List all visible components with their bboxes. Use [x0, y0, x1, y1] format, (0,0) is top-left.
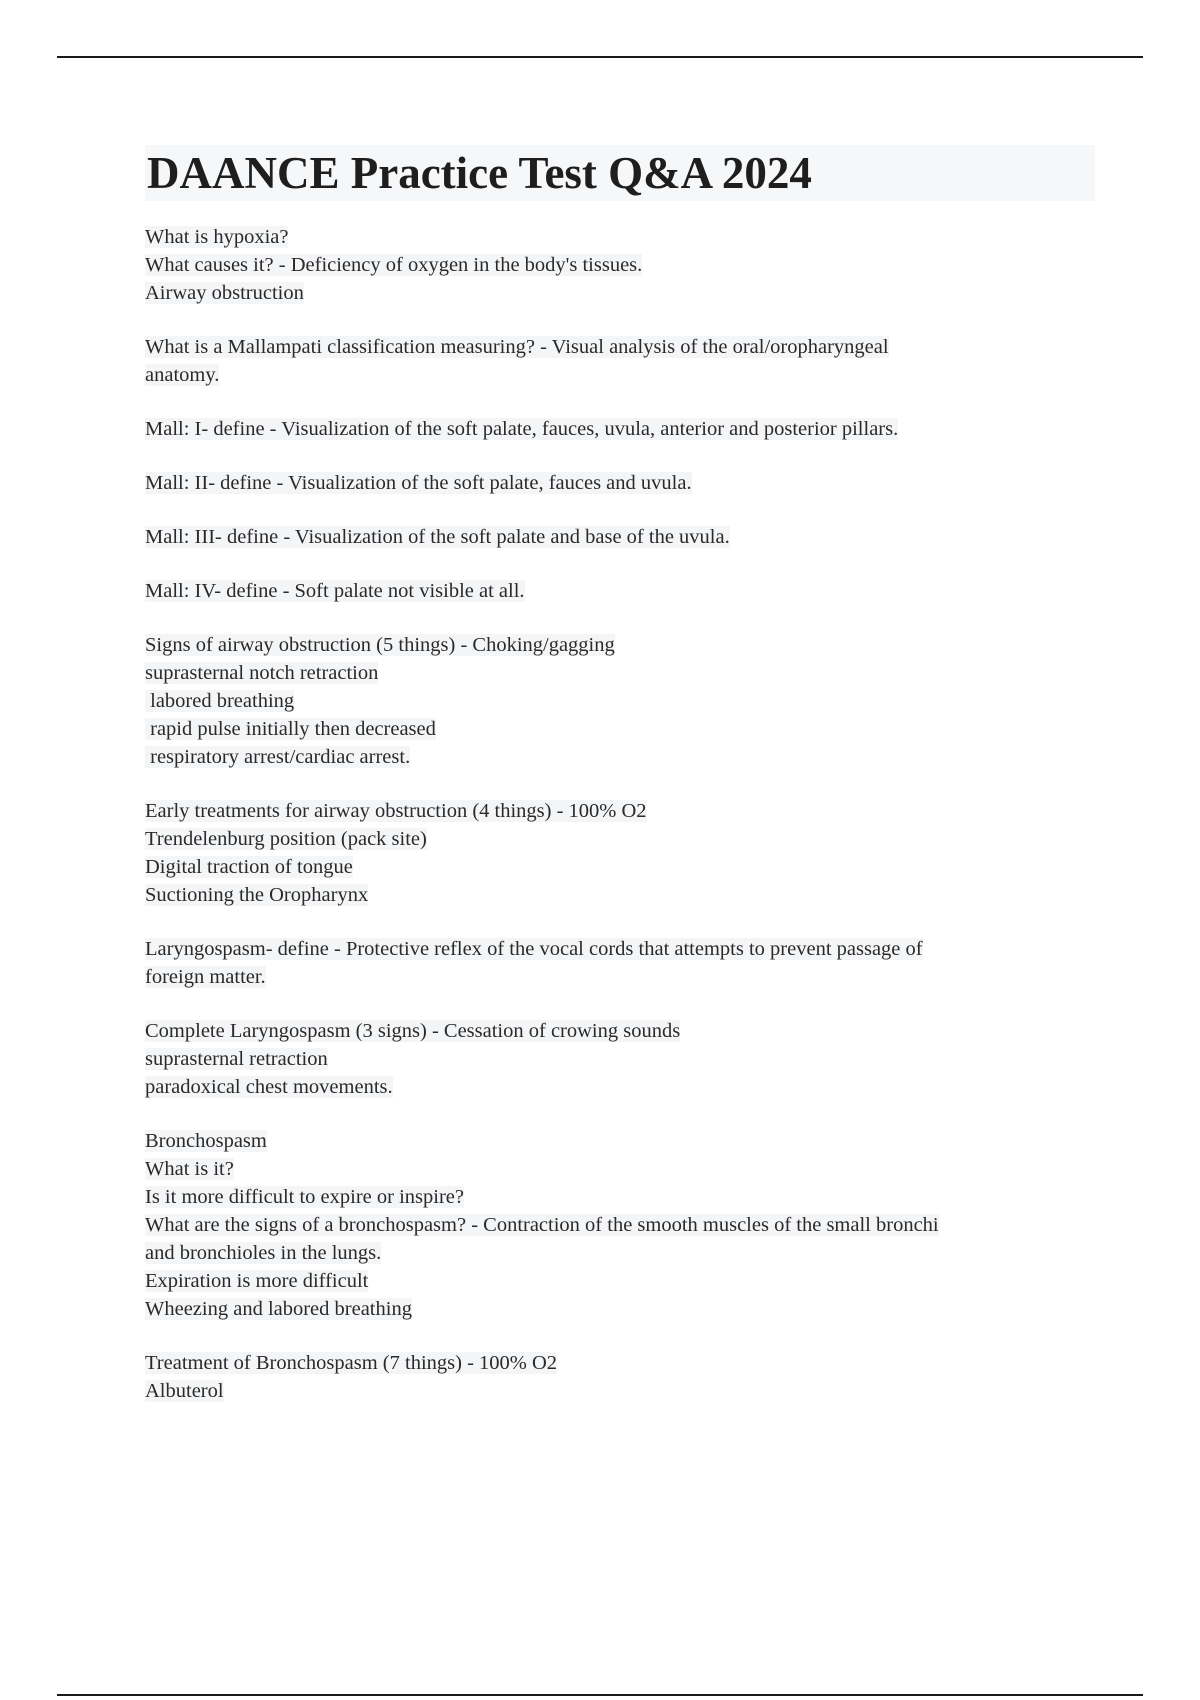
qa-line: [145, 853, 1095, 881]
qa-line: [145, 415, 1095, 443]
qa-line-text: and bronchioles in the lungs.: [145, 1242, 382, 1264]
qa-line: [145, 523, 1095, 551]
qa-line: [145, 963, 1095, 991]
qa-entry: [145, 1349, 1095, 1405]
qa-line: [145, 1155, 1095, 1183]
document-body: [145, 145, 1095, 1431]
qa-line: [145, 935, 1095, 963]
qa-entry: [145, 333, 1095, 389]
qa-line: [145, 1073, 1095, 1101]
qa-line: [145, 797, 1095, 825]
qa-line-text: Laryngospasm- define - Protective reflex of the vocal cords that attempts to prevent passage of: [145, 938, 923, 960]
qa-line-text: Treatment of Bronchospasm (7 things) - 100% O2: [145, 1352, 558, 1374]
qa-line-text: What causes it? - Deficiency of oxygen in the body's tissues.: [145, 254, 643, 276]
qa-entry: [145, 935, 1095, 991]
qa-line-text: What is it?: [145, 1158, 234, 1180]
qa-line-text: Mall: II- define - Visualization of the soft palate, fauces and uvula.: [145, 472, 692, 494]
qa-line: [145, 1127, 1095, 1155]
qa-line-text: Digital traction of tongue: [145, 856, 353, 878]
qa-entry: [145, 577, 1095, 605]
qa-line: [145, 715, 1095, 743]
qa-line: [145, 577, 1095, 605]
qa-line-text: Expiration is more difficult: [145, 1270, 369, 1292]
qa-line-text: Suctioning the Oropharynx: [145, 884, 369, 906]
qa-list: [145, 223, 1095, 1405]
qa-line: [145, 1211, 1095, 1239]
qa-entry: [145, 631, 1095, 771]
qa-line-text: suprasternal notch retraction: [145, 662, 379, 684]
qa-line-text: Airway obstruction: [145, 282, 304, 304]
qa-line-text: What is a Mallampati classification measuring? - Visual analysis of the oral/oropharyngeal: [145, 336, 889, 358]
qa-line: [145, 333, 1095, 361]
qa-line: [145, 881, 1095, 909]
qa-line: [145, 361, 1095, 389]
qa-line: [145, 743, 1095, 771]
qa-line-text: Early treatments for airway obstruction (4 things) - 100% O2: [145, 800, 647, 822]
qa-line-text: respiratory arrest/cardiac arrest.: [145, 746, 411, 768]
qa-line: [145, 469, 1095, 497]
qa-line-text: Mall: IV- define - Soft palate not visible at all.: [145, 580, 525, 602]
qa-line-text: Is it more difficult to expire or inspire?: [145, 1186, 464, 1208]
qa-line-text: rapid pulse initially then decreased: [145, 718, 436, 740]
qa-line: [145, 825, 1095, 853]
qa-line-text: What is hypoxia?: [145, 226, 289, 248]
qa-line-text: Mall: I- define - Visualization of the soft palate, fauces, uvula, anterior and posterior pillars.: [145, 418, 899, 440]
qa-entry: [145, 223, 1095, 307]
qa-line-text: Mall: III- define - Visualization of the soft palate and base of the uvula.: [145, 526, 730, 548]
qa-line-text: suprasternal retraction: [145, 1048, 328, 1070]
qa-line-text: Trendelenburg position (pack site): [145, 828, 427, 850]
qa-line: [145, 251, 1095, 279]
qa-line-text: labored breathing: [145, 690, 295, 712]
qa-line: [145, 1183, 1095, 1211]
qa-entry: [145, 523, 1095, 551]
qa-entry: [145, 415, 1095, 443]
qa-entry: [145, 469, 1095, 497]
qa-line: [145, 659, 1095, 687]
qa-line: [145, 1267, 1095, 1295]
qa-line-text: Complete Laryngospasm (3 signs) - Cessation of crowing sounds: [145, 1020, 681, 1042]
qa-line: [145, 279, 1095, 307]
qa-line-text: anatomy.: [145, 364, 220, 386]
qa-line: [145, 1377, 1095, 1405]
bottom-rule: [57, 1694, 1143, 1696]
qa-line: [145, 1349, 1095, 1377]
top-rule: [57, 56, 1143, 58]
qa-line-text: What are the signs of a bronchospasm? - Contraction of the smooth muscles of the small bronchi: [145, 1214, 939, 1236]
qa-entry: [145, 797, 1095, 909]
qa-line: [145, 687, 1095, 715]
qa-line-text: Albuterol: [145, 1380, 224, 1402]
qa-line: [145, 1239, 1095, 1267]
qa-line: [145, 1017, 1095, 1045]
qa-line-text: foreign matter.: [145, 966, 266, 988]
qa-line-text: paradoxical chest movements.: [145, 1076, 393, 1098]
qa-line: [145, 1295, 1095, 1323]
qa-entry: [145, 1127, 1095, 1323]
qa-line-text: Wheezing and labored breathing: [145, 1298, 412, 1320]
qa-line: [145, 223, 1095, 251]
qa-line: [145, 631, 1095, 659]
qa-line-text: Signs of airway obstruction (5 things) - Choking/gagging: [145, 634, 615, 656]
qa-line-text: Bronchospasm: [145, 1130, 267, 1152]
qa-line: [145, 1045, 1095, 1073]
document-title: DAANCE Practice Test Q&A 2024: [145, 145, 1095, 201]
qa-entry: [145, 1017, 1095, 1101]
